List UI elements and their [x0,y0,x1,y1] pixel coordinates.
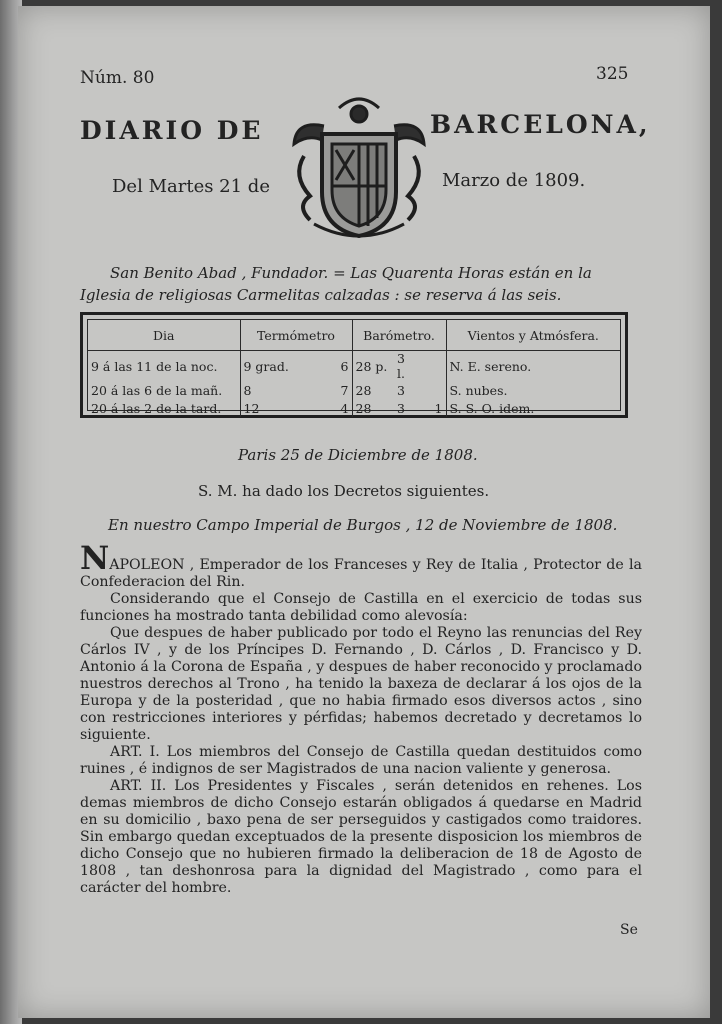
baro-inches: 28 [355,382,372,398]
issue-number: Núm. 80 [80,68,155,88]
paragraph: Considerando que el Consejo de Castilla en el exercicio de todas sus funciones ha mostrado tanta debilidad como alevosía: [80,591,642,624]
baro-inches: 28 p. [355,358,388,374]
paragraph: Que despues de haber publicado por todo el Reyno las renuncias del Rey Cárlos IV , y de los Príncipes D. Fernando , D. Cárlos , D. Francisco y D. Antonio á la Corona de España , y despues de haber reconocido y proclamado nuestros derechos al Trono , ha tenido la baxeza de declarar á los ojos de la Europa y de la posteridad , que no habia firmado esos diversos actos , sino con restricciones interiores y pérfidas; habemos decretado y decretamos lo siguiente. [80,625,642,743]
page-number: 325 [596,64,629,84]
weather-header-row [88,320,620,351]
baro-inches: 28 [355,400,372,416]
baro-fraction: 1 [418,399,446,417]
article-body [80,539,642,897]
header-barometer: Barómetro. [352,320,446,351]
dateline: Paris 25 de Diciembre de 1808. [238,446,478,464]
newspaper-page [18,6,710,1018]
header-thermometer: Termómetro [240,320,352,351]
thermo-fraction: 4 [300,399,352,417]
thermo-degrees: 8 [243,382,252,398]
baro-fraction [418,351,446,382]
article-1: ART. I. Los miembros del Consejo de Castilla quedan destituidos como ruines , é indignos de ser Magistrados de una nacion valiente y generosa. [80,744,642,777]
thermo-degrees: 12 [243,400,260,416]
saint-of-day-line-1: San Benito Abad , Fundador. = Las Quarenta Horas están en la [110,264,592,282]
paragraph-text: APOLEON , Emperador de los Franceses y Rey de Italia , Protector de la Confederacion del Rin. [80,557,642,590]
thermo-degrees: 9 grad. [243,358,289,374]
weather-row [88,399,620,417]
thermo-fraction: 6 [300,351,352,382]
baro-lines: 3 l. [397,351,405,381]
header-day: Dia [88,320,240,351]
weather-table [80,312,628,418]
issue-date-left: Del Martes 21 de [112,176,270,197]
weather-row [88,351,620,382]
saint-of-day-line-2: Iglesia de religiosas Carmelitas calzadas : se reserva á las seis. [80,286,562,304]
masthead-title-right: BARCELONA, [430,110,651,139]
decrees-heading: S. M. ha dado los Decretos siguientes. [198,482,490,500]
baro-fraction [418,381,446,399]
weather-row [88,381,620,399]
thermo-fraction: 7 [300,381,352,399]
camp-dateline: En nuestro Campo Imperial de Burgos , 12 de Noviembre de 1808. [108,516,618,534]
issue-date-right: Marzo de 1809. [442,170,586,191]
article-2: ART. II. Los Presidentes y Fiscales , serán detenidos en rehenes. Los demas miembros de dicho Consejo estarán obligados á quedarse en Madrid en su domicilio , baxo pena de ser perseguidos y castigados como traidores. Sin embargo quedan exceptuados de la presente disposicion los miembros de dicho Consejo que no hubieren firmado la deliberacion de 18 de Agosto de 1808 , tan deshonrosa para la dignidad del Magistrado , como para el carácter del hombre. [80,778,642,896]
weather-wind: S. S. O. idem. [449,400,535,416]
baro-lines: 3 [397,382,405,398]
coat-of-arms-icon [284,86,434,246]
header-winds: Vientos y Atmósfera. [446,320,620,351]
weather-wind: S. nubes. [449,382,508,398]
masthead-title-left: DIARIO DE [80,116,264,145]
weather-day: 9 á las 11 de la noc. [88,351,240,382]
weather-day: 20 á las 2 de la tard. [88,399,240,417]
catchword: Se [620,922,638,938]
baro-lines: 3 [397,400,405,416]
paragraph [80,539,642,591]
weather-day: 20 á las 6 de la mañ. [88,381,240,399]
weather-wind: N. E. sereno. [449,358,532,374]
drop-cap: N [80,539,110,577]
